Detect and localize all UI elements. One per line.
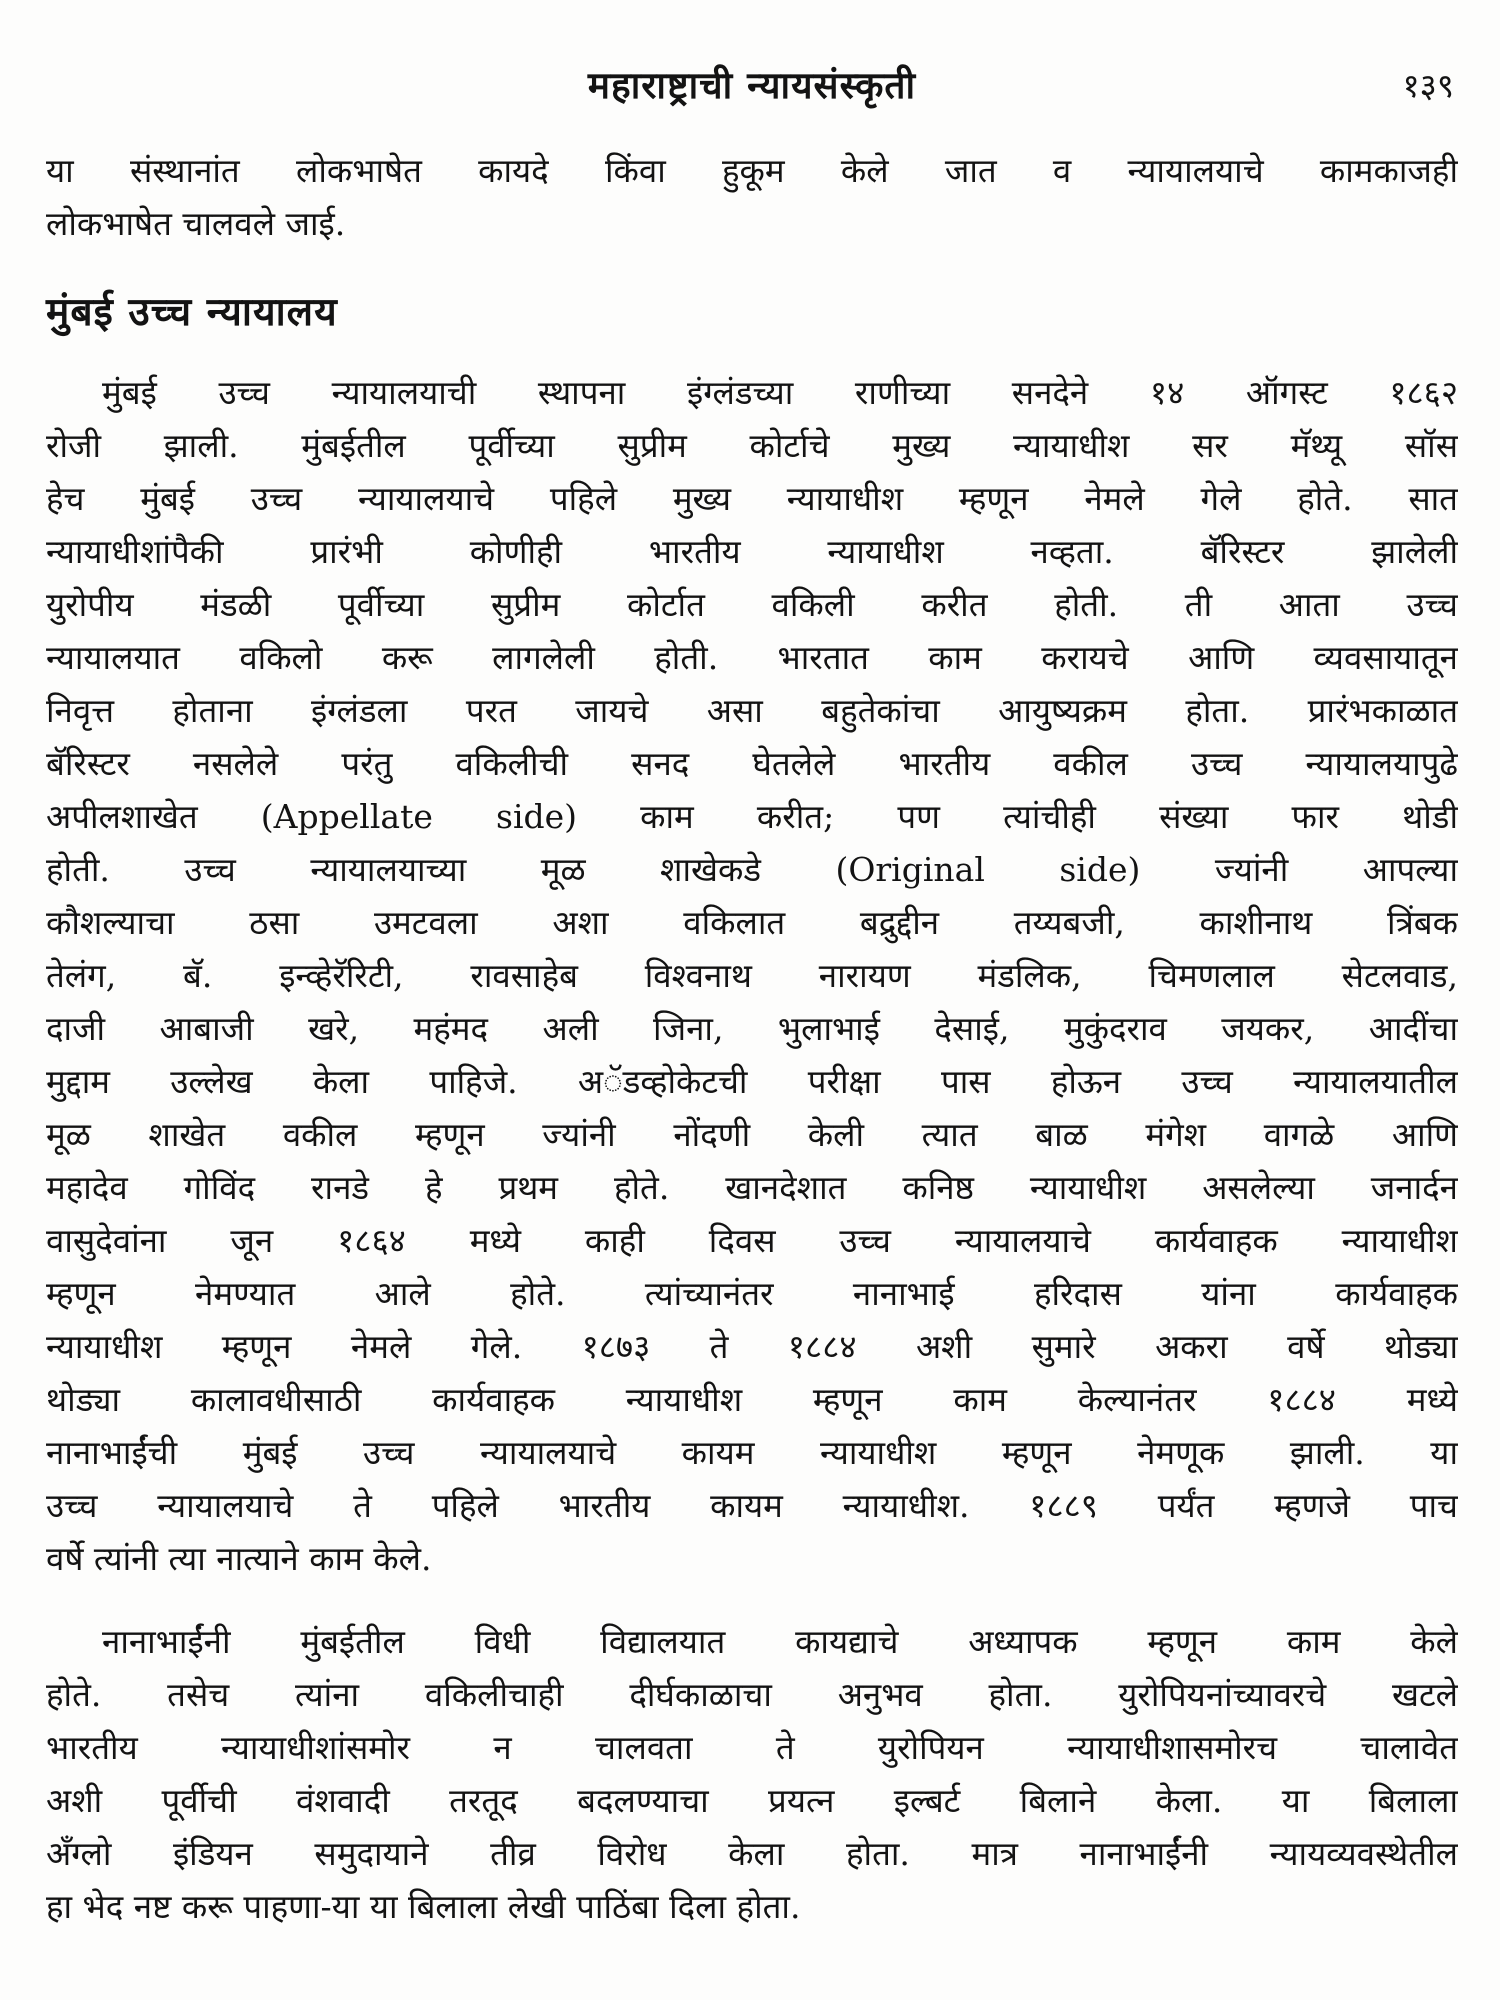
text-line: अशी पूर्वीची वंशवादी तरतूद बदलण्याचा प्रयत्न इल्बर्ट बिलाने केला. या बिलाला: [46, 1781, 1458, 1820]
text-line: हेच मुंबई उच्च न्यायालयाचे पहिले मुख्य न्यायाधीश म्हणून नेमले गेले होते. सात: [46, 479, 1458, 518]
text-line: नानाभाईंनी मुंबईतील विधी विद्यालयात कायद्याचे अध्यापक म्हणून काम केले: [102, 1622, 1458, 1661]
paragraph-1: [46, 366, 1458, 1585]
text-line: तेलंग, बॅ. इन्व्हेरॅरिटी, रावसाहेब विश्वनाथ नारायण मंडलिक, चिमणलाल सेटलवाड,: [46, 956, 1458, 995]
text-line: या संस्थानांत लोकभाषेत कायदे किंवा हुकूम केले जात व न्यायालयाचे कामकाजही: [46, 151, 1458, 190]
text-line: महादेव गोविंद रानडे हे प्रथम होते. खानदेशात कनिष्ठ न्यायाधीश असलेल्या जनार्दन: [46, 1168, 1458, 1207]
text-line: लोकभाषेत चालवले जाई.: [46, 204, 346, 243]
text-line: होती. उच्च न्यायालयाच्या मूळ शाखेकडे (Original side) ज्यांनी आपल्या: [46, 850, 1458, 889]
text-line: हा भेद नष्ट करू पाहणा-या या बिलाला लेखी पाठिंबा दिला होता.: [46, 1887, 801, 1926]
text-line: दाजी आबाजी खरे, महंमद अली जिना, भुलाभाई देसाई, मुकुंदराव जयकर, आदींचा: [46, 1009, 1458, 1048]
text-line: उच्च न्यायालयाचे ते पहिले भारतीय कायम न्यायाधीश. १८८९ पर्यंत म्हणजे पाच: [46, 1486, 1458, 1525]
text-line: थोड्या कालावधीसाठी कार्यवाहक न्यायाधीश म्हणून काम केल्यानंतर १८८४ मध्ये: [46, 1380, 1458, 1419]
section-heading: मुंबई उच्च न्यायालय: [46, 289, 338, 335]
text-line: रोजी झाली. मुंबईतील पूर्वीच्या सुप्रीम कोर्टाचे मुख्य न्यायाधीश सर मॅथ्यू सॉस: [46, 426, 1458, 465]
text-line: निवृत्त होताना इंग्लंडला परत जायचे असा बहुतेकांचा आयुष्यक्रम होता. प्रारंभकाळात: [46, 691, 1458, 730]
text-line: बॅरिस्टर नसलेले परंतु वकिलीची सनद घेतलेले भारतीय वकील उच्च न्यायालयापुढे: [46, 744, 1458, 783]
text-line: युरोपीय मंडळी पूर्वीच्या सुप्रीम कोर्टात वकिली करीत होती. ती आता उच्च: [46, 585, 1458, 624]
page-number: १३९: [1402, 66, 1454, 105]
text-line: होते. तसेच त्यांना वकिलीचाही दीर्घकाळाचा अनुभव होता. युरोपियनांच्यावरचे खटले: [46, 1675, 1458, 1714]
text-line: न्यायाधीश म्हणून नेमले गेले. १८७३ ते १८८४ अशी सुमारे अकरा वर्षे थोड्या: [46, 1327, 1458, 1366]
text-line: नानाभाईंची मुंबई उच्च न्यायालयाचे कायम न्यायाधीश म्हणून नेमणूक झाली. या: [46, 1433, 1458, 1472]
text-line: मुद्दाम उल्लेख केला पाहिजे. अॅडव्होकेटची परीक्षा पास होऊन उच्च न्यायालयातील: [46, 1062, 1458, 1101]
intro-paragraph: [46, 144, 1458, 250]
text-line: अपीलशाखेत (Appellate side) काम करीत; पण त्यांचीही संख्या फार थोडी: [46, 797, 1458, 836]
text-line: न्यायालयात वकिलो करू लागलेली होती. भारतात काम करायचे आणि व्यवसायातून: [46, 638, 1458, 677]
page-header: [46, 58, 1458, 124]
text-line: कौशल्याचा ठसा उमटवला अशा वकिलात बद्रुद्दीन तय्यबजी, काशीनाथ त्रिंबक: [46, 903, 1458, 942]
text-line: वर्षे त्यांनी त्या नात्याने काम केले.: [46, 1539, 432, 1578]
text-line: न्यायाधीशांपैकी प्रारंभी कोणीही भारतीय न्यायाधीश नव्हता. बॅरिस्टर झालेली: [46, 532, 1458, 571]
text-line: मूळ शाखेत वकील म्हणून ज्यांनी नोंदणी केली त्यात बाळ मंगेश वागळे आणि: [46, 1115, 1458, 1154]
text-line: मुंबई उच्च न्यायालयाची स्थापना इंग्लंडच्या राणीच्या सनदेने १४ ऑगस्ट १८६२: [102, 373, 1458, 412]
running-title: महाराष्ट्राची न्यायसंस्कृती: [587, 63, 917, 107]
text-line: वासुदेवांना जून १८६४ मध्ये काही दिवस उच्च न्यायालयाचे कार्यवाहक न्यायाधीश: [46, 1221, 1458, 1260]
text-line: भारतीय न्यायाधीशांसमोर न चालवता ते युरोपियन न्यायाधीशासमोरच चालावेत: [46, 1728, 1458, 1767]
text-line: अँग्लो इंडियन समुदायाने तीव्र विरोध केला होता. मात्र नानाभाईंनी न्यायव्यवस्थेतील: [46, 1834, 1458, 1873]
paragraph-2: [46, 1615, 1458, 1933]
text-line: म्हणून नेमण्यात आले होते. त्यांच्यानंतर नानाभाई हरिदास यांना कार्यवाहक: [46, 1274, 1458, 1313]
